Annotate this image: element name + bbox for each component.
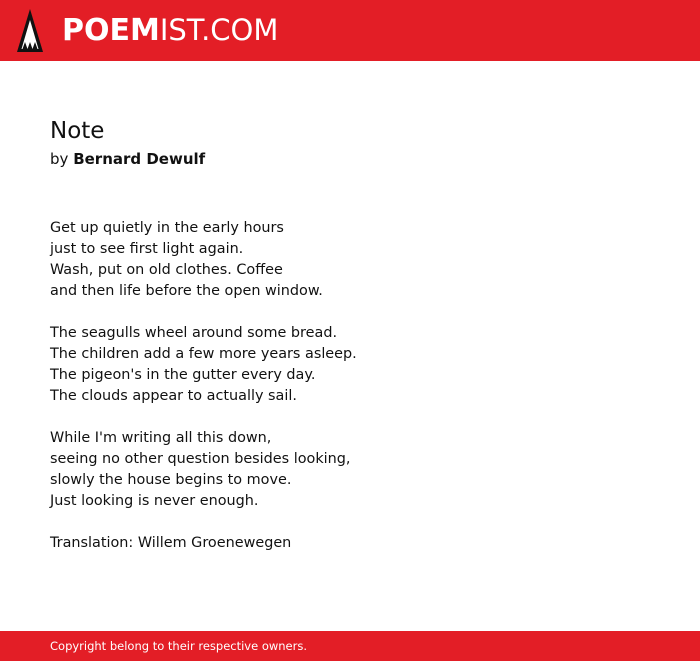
author-name[interactable]: Bernard Dewulf [73, 150, 206, 168]
poem-line: The pigeon's in the gutter every day. [50, 367, 316, 383]
poem-body [50, 218, 670, 554]
translation-credit: Translation: Willem Groenewegen [50, 535, 292, 551]
stanza [50, 218, 670, 302]
poem-line: slowly the house begins to move. [50, 472, 292, 488]
poem-line: Get up quietly in the early hours [50, 220, 284, 236]
poem-line: The children add a few more years asleep. [50, 346, 357, 362]
stanza [50, 428, 670, 512]
by-label: by [50, 150, 69, 168]
site-logo[interactable] [62, 12, 278, 49]
poem-line: The clouds appear to actually sail. [50, 388, 297, 404]
poem-line: Just looking is never enough. [50, 493, 259, 509]
logo-bold-text: POEM [62, 13, 160, 48]
poem-line: seeing no other question besides looking, [50, 451, 351, 467]
poem-content [50, 114, 670, 554]
poem-line: Wash, put on old clothes. Coffee [50, 262, 283, 278]
site-footer [0, 631, 700, 661]
poem-line: just to see first light again. [50, 241, 244, 257]
poem-title: Note [50, 118, 105, 144]
stanza [50, 323, 670, 407]
poem-line: and then life before the open window. [50, 283, 323, 299]
poem-line: The seagulls wheel around some bread. [50, 325, 338, 341]
poem-line: While I'm writing all this down, [50, 430, 272, 446]
pencil-icon[interactable] [17, 9, 43, 52]
site-header [0, 0, 700, 61]
logo-light-text: IST.COM [159, 13, 279, 47]
byline [50, 148, 670, 170]
copyright-notice: Copyright belong to their respective owners. [50, 639, 308, 653]
